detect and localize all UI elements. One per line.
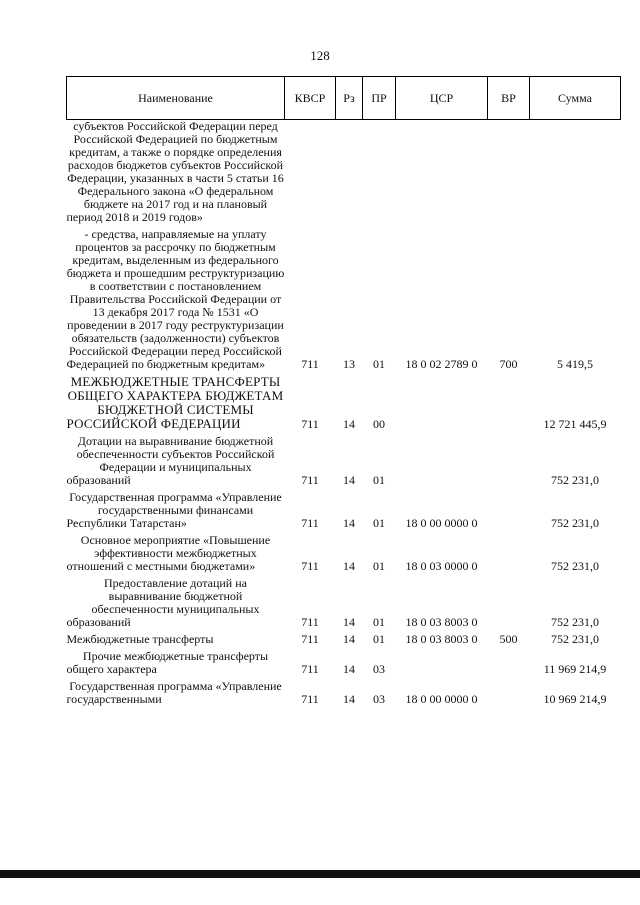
row-pr bbox=[363, 120, 396, 225]
table-row bbox=[67, 435, 621, 487]
row-pr: 01 bbox=[373, 516, 385, 530]
row-kvsr: 711 bbox=[301, 559, 319, 573]
row-csr bbox=[396, 650, 488, 676]
row-name: Дотации на выравнивание бюджетной обеспеченности субъектов Российской Федерации и муниципальных образований bbox=[66, 434, 275, 487]
row-kvsr bbox=[285, 120, 336, 225]
row-rz: 14 bbox=[343, 632, 355, 646]
table-row bbox=[67, 633, 621, 646]
row-csr bbox=[396, 120, 488, 225]
row-vr: 500 bbox=[499, 632, 518, 646]
row-sum: 10 969 214,9 bbox=[543, 692, 607, 706]
row-name: Предоставление дотаций на выравнивание бюджетной обеспеченности муниципальных образований bbox=[66, 576, 260, 629]
row-pr: 01 bbox=[373, 473, 385, 487]
row-csr: 18 0 03 8003 0 bbox=[405, 615, 478, 629]
header-csr: ЦСР bbox=[396, 77, 488, 120]
budget-table bbox=[66, 76, 621, 706]
row-kvsr: 711 bbox=[301, 615, 319, 629]
row-rz: 14 bbox=[343, 473, 355, 487]
header-rz: Рз bbox=[336, 77, 363, 120]
row-kvsr: 711 bbox=[301, 692, 319, 706]
row-csr: 18 0 03 8003 0 bbox=[405, 632, 478, 646]
row-kvsr: 711 bbox=[301, 357, 319, 371]
header-kvsr: КВСР bbox=[285, 77, 336, 120]
row-rz: 14 bbox=[343, 417, 355, 431]
table-row bbox=[67, 120, 621, 225]
row-csr: 18 0 00 0000 0 bbox=[405, 692, 478, 706]
row-sum: 752 231,0 bbox=[551, 615, 599, 629]
row-csr: 18 0 00 0000 0 bbox=[405, 516, 478, 530]
row-rz: 13 bbox=[343, 357, 355, 371]
row-rz: 14 bbox=[343, 559, 355, 573]
row-name: - средства, направляемые на уплату процентов за рассрочку по бюджетным кредитам, выделенным из федерального бюджета и прошедшим реструктуризацию в соответствии с постановлением Правительства Российской Федерации от 13 декабря 2017 года № 1531 «О проведении в 2017 году реструктуризации обязательств (задолженности) субъектов Российской Федерации перед Российской Федерацией по бюджетным кредитам» bbox=[66, 227, 285, 371]
row-name: субъектов Российской Федерации перед Российской Федерацией по бюджетным кредитам, а также о порядке определения расходов бюджетов субъектов Российской Федерации, указанных в части 5 статьи 16 Федерального закона «О федеральном бюджете на 2017 год и на плановый период 2018 и 2019 годов» bbox=[66, 119, 284, 224]
header-sum: Сумма bbox=[530, 77, 621, 120]
row-sum: 752 231,0 bbox=[551, 559, 599, 573]
row-vr bbox=[488, 577, 530, 629]
table-row bbox=[67, 534, 621, 573]
row-sum: 12 721 445,9 bbox=[543, 417, 607, 431]
row-rz: 14 bbox=[343, 662, 355, 676]
row-vr bbox=[488, 491, 530, 530]
row-csr bbox=[396, 435, 488, 487]
scan-bottom-edge bbox=[0, 870, 640, 878]
row-sum: 752 231,0 bbox=[551, 516, 599, 530]
row-name: Государственная программа «Управление государственными финансами Республики Татарстан» bbox=[66, 490, 282, 530]
row-vr: 700 bbox=[499, 357, 518, 371]
row-name: Государственная программа «Управление государственными bbox=[66, 679, 282, 706]
header-pr: ПР bbox=[363, 77, 396, 120]
table-row bbox=[67, 650, 621, 676]
table-row bbox=[67, 491, 621, 530]
row-name: Прочие межбюджетные трансферты общего характера bbox=[66, 649, 269, 676]
row-csr: 18 0 03 0000 0 bbox=[405, 559, 478, 573]
table-row bbox=[67, 228, 621, 371]
row-csr bbox=[396, 375, 488, 431]
row-rz bbox=[336, 120, 363, 225]
row-name: МЕЖБЮДЖЕТНЫЕ ТРАНСФЕРТЫ ОБЩЕГО ХАРАКТЕРА БЮДЖЕТАМ БЮДЖЕТНОЙ СИСТЕМЫ РОССИЙСКОЙ ФЕДЕРАЦИИ bbox=[66, 374, 284, 431]
table-row bbox=[67, 680, 621, 706]
row-vr bbox=[488, 435, 530, 487]
row-sum: 752 231,0 bbox=[551, 473, 599, 487]
row-vr bbox=[488, 375, 530, 431]
row-pr: 03 bbox=[373, 692, 385, 706]
row-pr: 03 bbox=[373, 662, 385, 676]
row-pr: 00 bbox=[373, 417, 385, 431]
table-row bbox=[67, 577, 621, 629]
row-kvsr: 711 bbox=[301, 473, 319, 487]
row-kvsr: 711 bbox=[301, 662, 319, 676]
row-rz: 14 bbox=[343, 615, 355, 629]
table-row-section bbox=[67, 375, 621, 431]
row-vr bbox=[488, 680, 530, 706]
row-vr bbox=[488, 534, 530, 573]
row-sum: 11 969 214,9 bbox=[543, 662, 607, 676]
row-rz: 14 bbox=[343, 516, 355, 530]
row-sum: 5 419,5 bbox=[557, 357, 593, 371]
page-number: 128 bbox=[310, 48, 330, 63]
row-rz: 14 bbox=[343, 692, 355, 706]
row-name: Межбюджетные трансферты bbox=[66, 632, 214, 646]
row-kvsr: 711 bbox=[301, 632, 319, 646]
row-kvsr: 711 bbox=[301, 417, 319, 431]
row-vr bbox=[488, 120, 530, 225]
row-name: Основное мероприятие «Повышение эффективности межбюджетных отношений с местными бюджетами» bbox=[66, 533, 271, 573]
row-pr: 01 bbox=[373, 632, 385, 646]
row-pr: 01 bbox=[373, 615, 385, 629]
row-kvsr: 711 bbox=[301, 516, 319, 530]
header-name: Наименование bbox=[67, 77, 285, 120]
header-vr: ВР bbox=[488, 77, 530, 120]
row-pr: 01 bbox=[373, 559, 385, 573]
row-pr: 01 bbox=[373, 357, 385, 371]
row-sum: 752 231,0 bbox=[551, 632, 599, 646]
row-csr: 18 0 02 2789 0 bbox=[405, 357, 478, 371]
row-sum bbox=[530, 120, 621, 225]
row-vr bbox=[488, 650, 530, 676]
table-header-row bbox=[67, 77, 621, 120]
